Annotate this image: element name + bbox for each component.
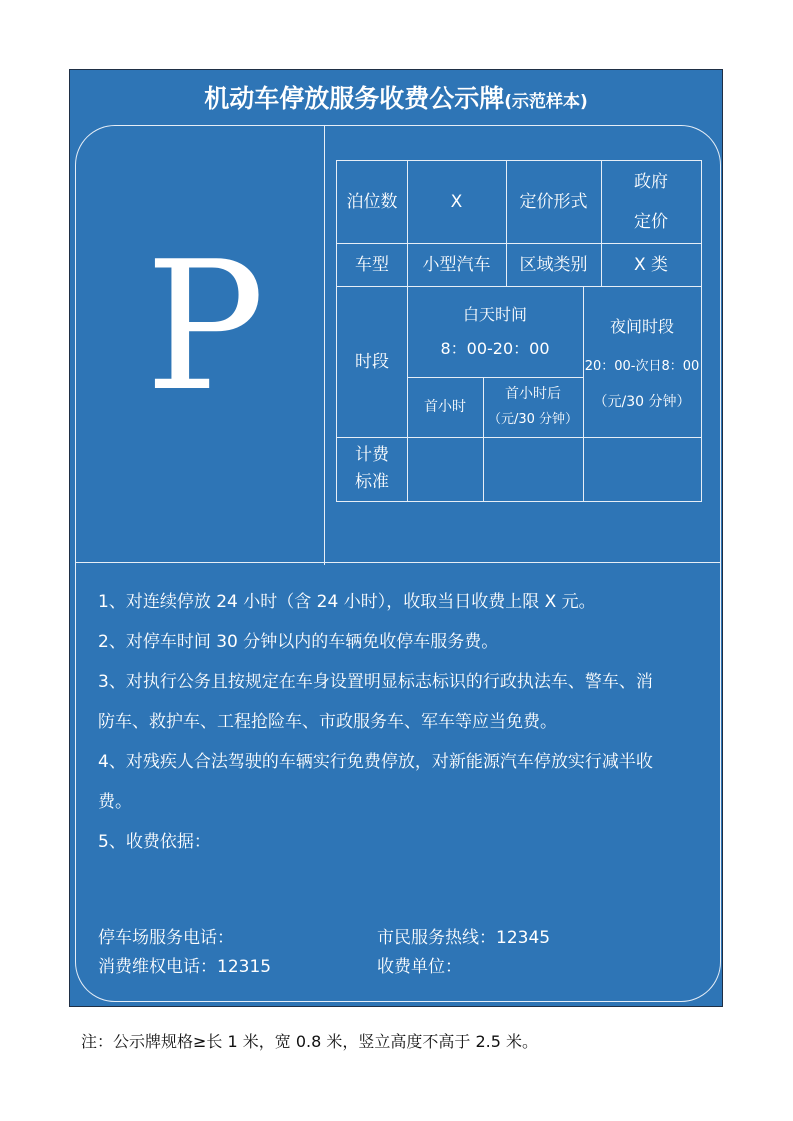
rule-line: 2、对停车时间 30 分钟以内的车辆免收停车服务费。 [98, 632, 499, 652]
day-period-range: 8：00-20：00 [440, 338, 550, 358]
period-label: 时段 [355, 351, 389, 372]
fee-notice-board [69, 69, 723, 1007]
rule-line: 3、对执行公务且按规定在车身设置明显标志标识的行政执法车、警车、消 [98, 672, 653, 692]
rule-line: 防车、救护车、工程抢险车、市政服务车、军车等应当免费。 [98, 712, 557, 732]
consumer-rights-phone: 消费维权电话：12315 [98, 957, 272, 977]
board-title-suffix: (示范样本) [504, 92, 588, 112]
pricing-form-value-line2: 定价 [634, 212, 668, 232]
board-title [70, 82, 722, 119]
charging-unit: 收费单位： [377, 957, 462, 977]
vehicle-type-value: 小型汽车 [422, 254, 491, 275]
first-hour-label: 首小时 [424, 399, 466, 415]
night-period-range: 20：00-次日8：00 [584, 358, 700, 374]
rule-line: 1、对连续停放 24 小时（含 24 小时），收取当日收费上限 X 元。 [98, 592, 596, 612]
fee-standard-label [337, 437, 407, 501]
day-period-title: 白天时间 [462, 304, 527, 324]
parking-service-phone: 停车场服务电话： [98, 928, 234, 948]
rule-line: 4、对残疾人合法驾驶的车辆实行免费停放，对新能源汽车停放实行减半收 [98, 752, 653, 772]
specification-note: 注：公示牌规格≥长 1 米，宽 0.8 米，竖立高度不高于 2.5 米。 [81, 1032, 538, 1051]
parking-p-icon: P [145, 223, 265, 430]
rule-line: 5、收费依据： [98, 832, 211, 852]
rule-line: 费。 [98, 792, 132, 812]
board-title-main: 机动车停放服务收费公示牌 [204, 84, 505, 113]
berth-count-value: X [450, 192, 463, 212]
divider-vertical [324, 125, 325, 565]
footer-left [98, 924, 271, 982]
pricing-form-value [601, 161, 701, 243]
rules-list [98, 582, 708, 862]
vehicle-type-label: 车型 [355, 254, 389, 275]
after-first-hour-line2: （元/30 分钟） [487, 412, 579, 427]
citizen-hotline: 市民服务热线：12345 [377, 928, 551, 948]
night-period [583, 286, 701, 437]
fee-standard-line2: 标准 [355, 472, 389, 492]
after-first-hour-line1: 首小时后 [505, 386, 561, 402]
berth-count-label: 泊位数 [346, 192, 398, 212]
fee-table [336, 160, 702, 502]
divider-horizontal [75, 562, 721, 563]
fee-standard-line1: 计费 [355, 445, 389, 465]
footer-right [377, 924, 550, 982]
pricing-form-value-line1: 政府 [634, 172, 668, 192]
area-type-value: X 类 [633, 254, 669, 275]
night-period-title: 夜间时段 [609, 316, 674, 336]
area-type-label: 区域类别 [519, 254, 588, 275]
after-first-hour [483, 377, 583, 437]
pricing-form-label: 定价形式 [519, 192, 588, 212]
day-period [407, 286, 583, 377]
night-period-unit: （元/30 分钟） [593, 393, 691, 410]
